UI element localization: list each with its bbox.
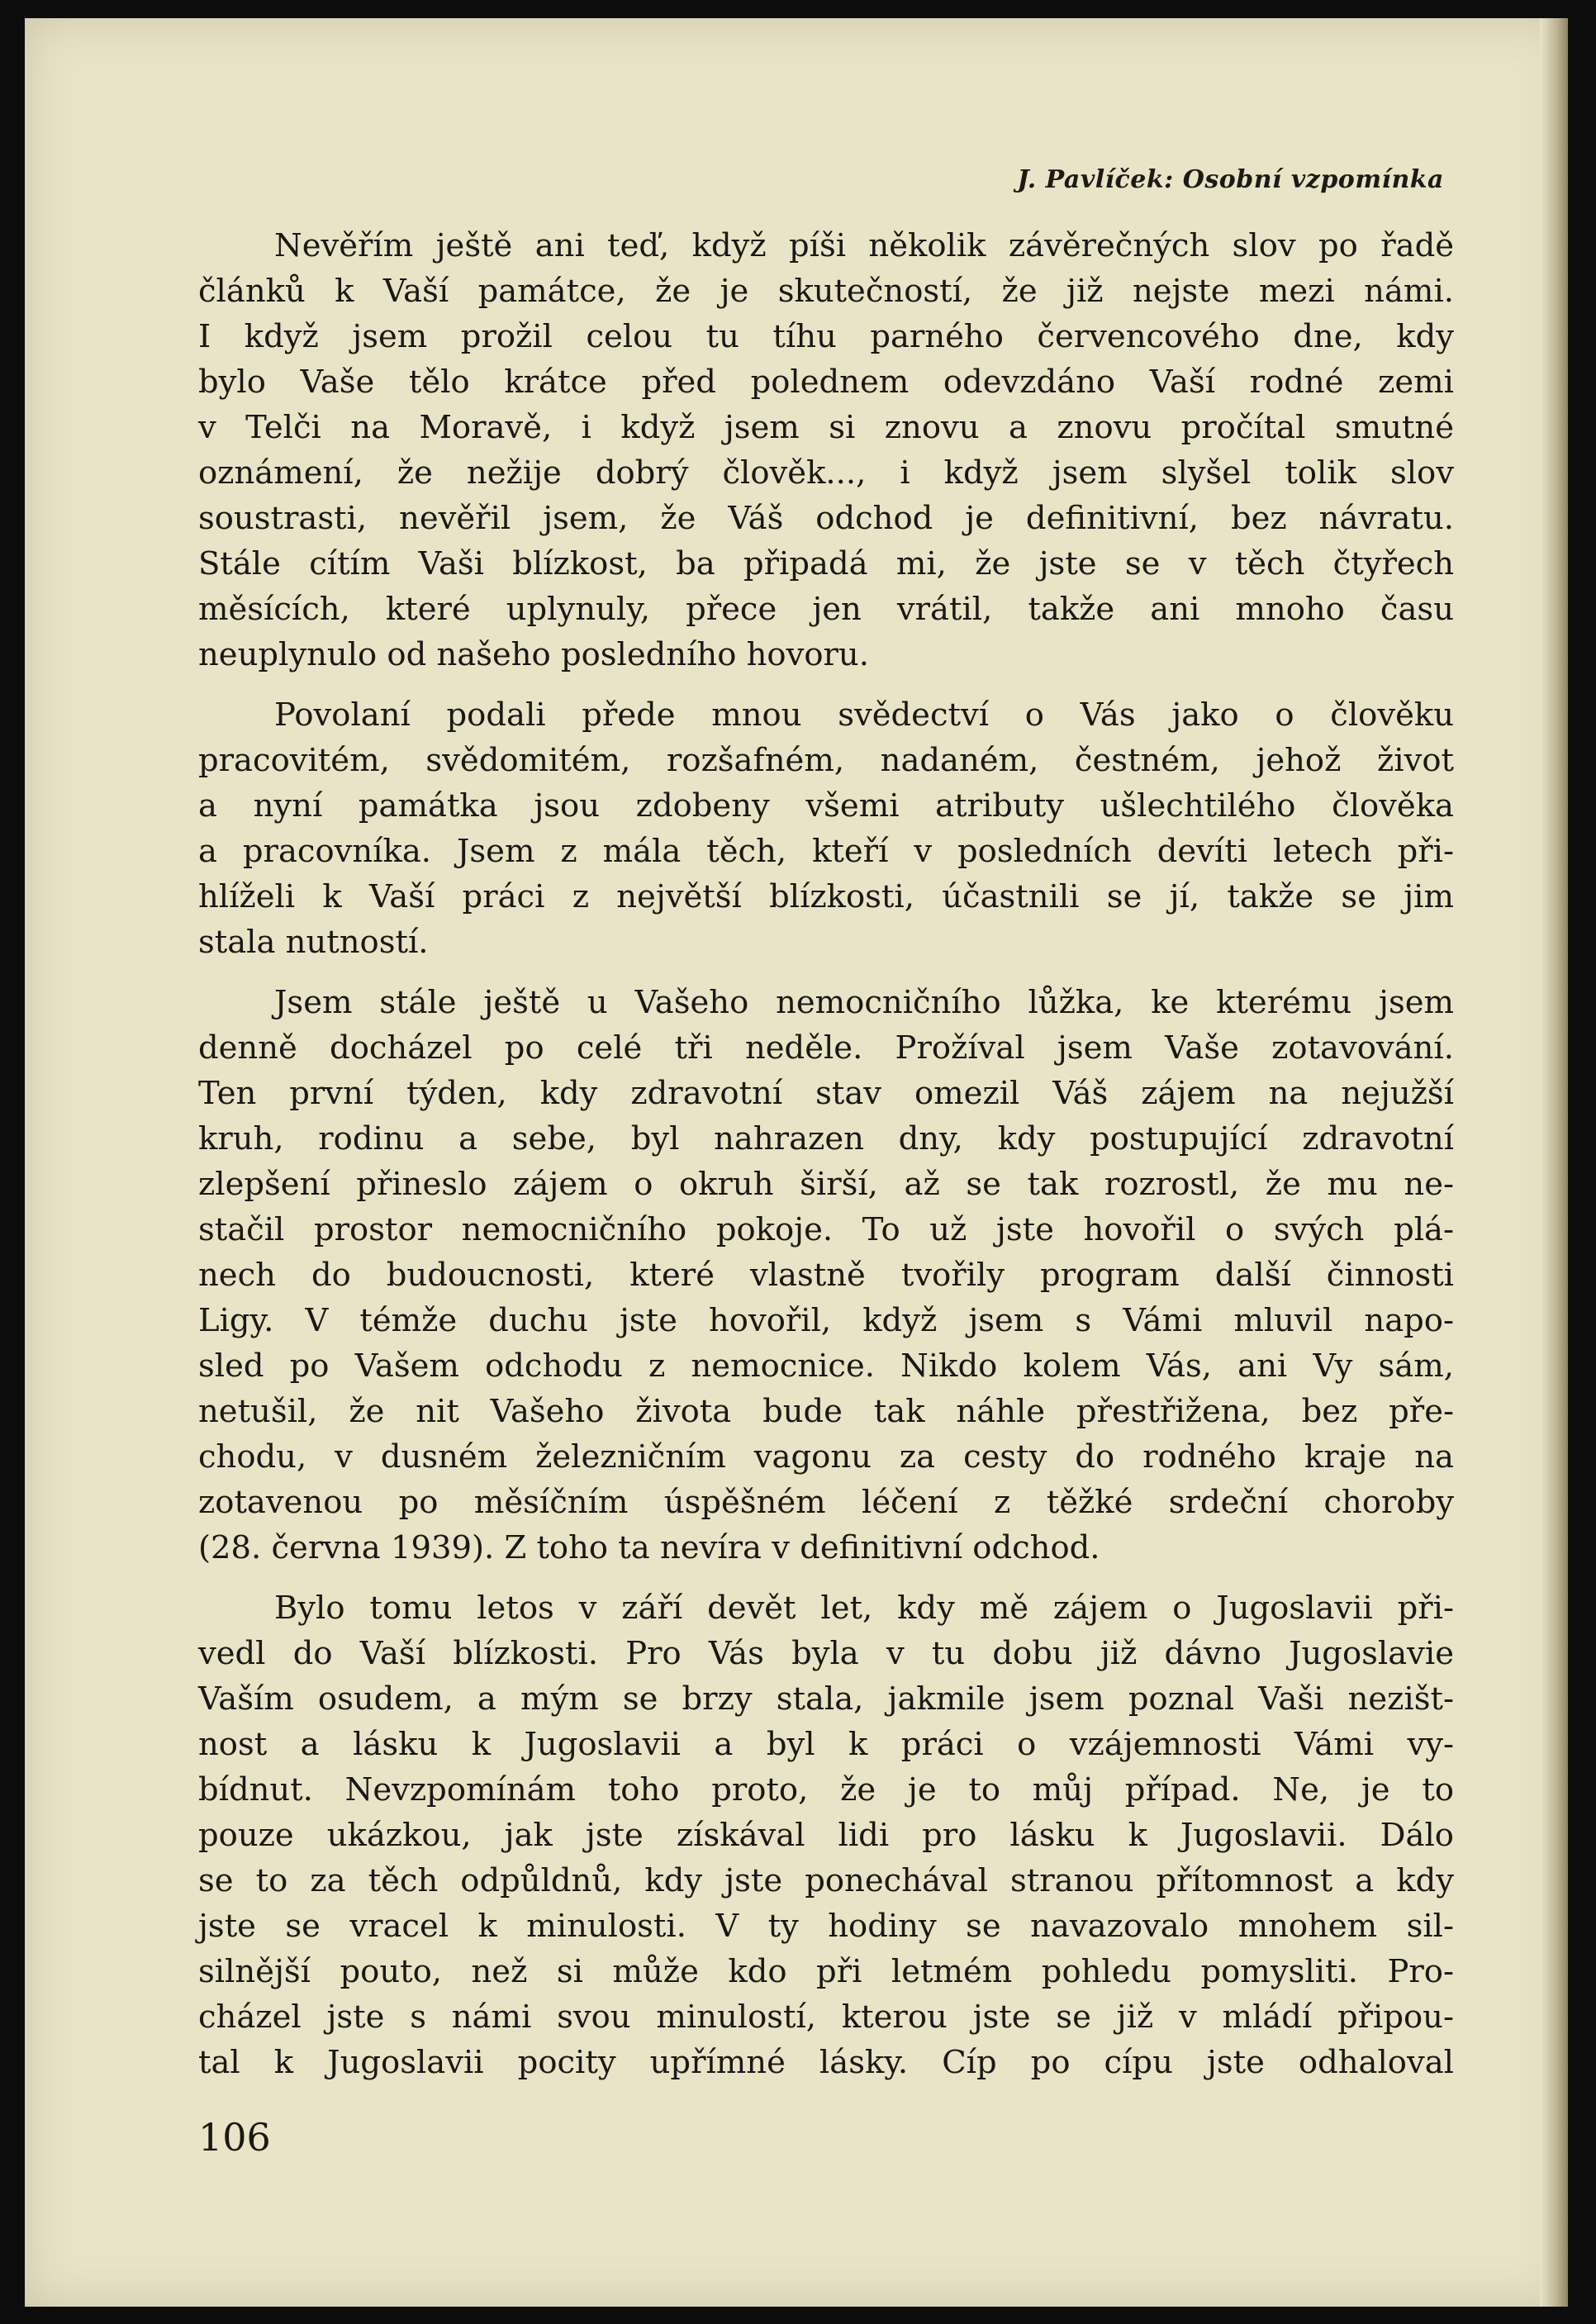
body-text [198, 223, 1454, 2100]
text-line: nost a lásku k Jugoslavii a byl k práci o vzájemnosti Vámi vy- [198, 1726, 1454, 1763]
text-line: hlíželi k Vaší práci z největší blízkosti, účastnili se jí, takže se jim [198, 878, 1454, 915]
text-line: neuplynulo od našeho posledního hovoru. [198, 636, 869, 673]
text-line: a pracovníka. Jsem z mála těch, kteří v posledních devíti letech při- [198, 833, 1454, 870]
paragraph-4 [198, 1585, 1454, 2085]
text-line: zlepšení přineslo zájem o okruh širší, až se tak rozrostl, že mu ne- [198, 1166, 1454, 1203]
text-line: a nyní památka jsou zdobeny všemi atributy ušlechtilého člověka [198, 787, 1454, 825]
text-line: jste se vracel k minulosti. V ty hodiny se navazovalo mnohem sil- [198, 1908, 1454, 1945]
text-line: kruh, rodinu a sebe, byl nahrazen dny, kdy postupující zdravotní [198, 1120, 1454, 1157]
text-line: se to za těch odpůldnů, kdy jste ponechával stranou přítomnost a kdy [198, 1862, 1454, 1899]
text-line: soustrasti, nevěřil jsem, že Váš odchod je definitivní, bez návratu. [198, 500, 1454, 537]
text-line: Ligy. V témže duchu jste hovořil, když jsem s Vámi mluvil napo- [198, 1302, 1454, 1339]
text-line: oznámení, že nežije dobrý člověk..., i když jsem slyšel tolik slov [198, 454, 1454, 492]
text-line: tal k Jugoslavii pocity upřímné lásky. Cíp po cípu jste odhaloval [198, 2044, 1454, 2081]
page-gutter-shadow [1540, 18, 1568, 2307]
text-line: Ten první týden, kdy zdravotní stav omezil Váš zájem na nejužší [198, 1075, 1454, 1112]
text-line: zotavenou po měsíčním úspěšném léčení z těžké srdeční choroby [198, 1484, 1454, 1521]
running-head: J. Pavlíček: Osobní vzpomínka [1017, 165, 1444, 194]
text-line: bídnut. Nevzpomínám toho proto, že je to můj případ. Ne, je to [198, 1771, 1454, 1808]
text-line: stačil prostor nemocničního pokoje. To už jste hovořil o svých plá- [198, 1211, 1454, 1248]
paragraph-3 [198, 980, 1454, 1571]
text-line: silnější pouto, než si může kdo při letmém pohledu pomysliti. Pro- [198, 1953, 1454, 1990]
paragraph-1 [198, 223, 1454, 677]
text-line: Nevěřím ještě ani teď, když píši několik závěrečných slov po řadě [274, 227, 1454, 264]
text-line: článků k Vaší památce, že je skutečností, že již nejste mezi námi. [198, 273, 1454, 310]
text-line: pracovitém, svědomitém, rozšafném, nadaném, čestném, jehož život [198, 742, 1454, 779]
text-line: Vaším osudem, a mým se brzy stala, jakmile jsem poznal Vaši nezišt- [198, 1680, 1454, 1718]
text-line: denně docházel po celé tři neděle. Prožíval jsem Vaše zotavování. [198, 1029, 1454, 1067]
text-line: pouze ukázkou, jak jste získával lidi pro lásku k Jugoslavii. Dálo [198, 1817, 1454, 1854]
text-line: (28. června 1939). Z toho ta nevíra v definitivní odchod. [198, 1529, 1100, 1566]
text-line: v Telči na Moravě, i když jsem si znovu a znovu pročítal smutné [198, 409, 1454, 446]
text-line: bylo Vaše tělo krátce před polednem odevzdáno Vaší rodné zemi [198, 364, 1454, 401]
text-line: cházel jste s námi svou minulostí, kterou jste se již v mládí připou- [198, 1998, 1454, 2036]
text-line: I když jsem prožil celou tu tíhu parného červencového dne, kdy [198, 318, 1454, 355]
text-line: chodu, v dusném železničním vagonu za cesty do rodného kraje na [198, 1438, 1454, 1476]
text-line: sled po Vašem odchodu z nemocnice. Nikdo kolem Vás, ani Vy sám, [198, 1347, 1454, 1385]
book-page [25, 18, 1568, 2307]
text-line: Stále cítím Vaši blízkost, ba připadá mi, že jste se v těch čtyřech [198, 545, 1454, 582]
text-line: Jsem stále ještě u Vašeho nemocničního lůžka, ke kterému jsem [274, 984, 1454, 1021]
text-line: vedl do Vaší blízkosti. Pro Vás byla v tu dobu již dávno Jugoslavie [198, 1635, 1454, 1672]
text-line: Bylo tomu letos v září devět let, kdy mě zájem o Jugoslavii při- [274, 1590, 1454, 1627]
text-line: Povolaní podali přede mnou svědectví o Vás jako o člověku [274, 696, 1454, 734]
text-line: nech do budoucnosti, které vlastně tvořily program další činnosti [198, 1257, 1454, 1294]
text-line: měsících, které uplynuly, přece jen vrátil, takže ani mnoho času [198, 591, 1454, 628]
text-line: stala nutností. [198, 924, 429, 961]
page-number: 106 [198, 2115, 271, 2160]
paragraph-2 [198, 692, 1454, 965]
text-line: netušil, že nit Vašeho života bude tak náhle přestřižena, bez pře- [198, 1393, 1454, 1430]
